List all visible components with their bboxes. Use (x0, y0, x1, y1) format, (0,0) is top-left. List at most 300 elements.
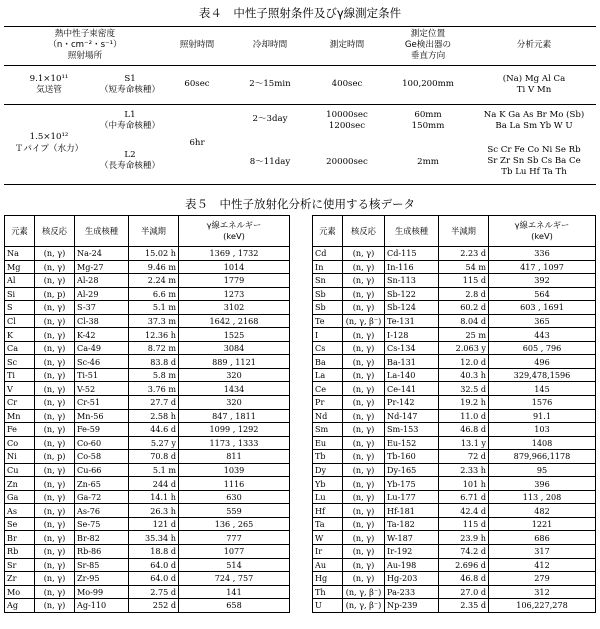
cell-element: Ag (5, 599, 35, 613)
cell-element: Cl (5, 314, 35, 328)
header-half-life: 半減期 (129, 216, 179, 247)
table-row (5, 450, 290, 464)
table-row (5, 477, 290, 491)
cell-gamma-energy: 279 (489, 572, 596, 586)
cell-element: Se (5, 517, 35, 531)
cell-reaction: (n, γ) (343, 396, 385, 410)
cell-half-life: 3.76 m (129, 382, 179, 396)
cell-half-life: 5.8 m (129, 368, 179, 382)
cell-element: Hg (313, 572, 343, 586)
cell-element: La (313, 368, 343, 382)
cell-element: As (5, 504, 35, 518)
header-gamma-unit: (keV) (531, 231, 553, 241)
row3-nuclide-desc: （長寿命核種） (99, 161, 161, 171)
row3-elements-line2: Sr Zr Sn Sb Cs Ba Ce (487, 156, 581, 166)
table-row (313, 287, 596, 301)
cell-half-life: 32.5 d (439, 382, 489, 396)
cell-product: Pr-142 (385, 396, 439, 410)
header-flux-line1: 熱中性子束密度 (54, 29, 116, 39)
cell-half-life: 115 d (439, 274, 489, 288)
table-row (5, 531, 290, 545)
cell-gamma-energy: 1525 (179, 328, 290, 342)
cell-reaction: (n, p) (35, 287, 75, 301)
cell-reaction: (n, γ) (35, 328, 75, 342)
table5-right (312, 215, 596, 613)
row2-nuclide-desc: （中寿命核種） (99, 121, 161, 131)
cell-element: Mo (5, 585, 35, 599)
row1-measure: 400sec (331, 79, 363, 89)
cell-product: Eu-152 (385, 436, 439, 450)
table-row (5, 585, 290, 599)
cell-reaction: (n, γ) (35, 396, 75, 410)
cell-gamma-energy: 365 (489, 314, 596, 328)
cell-gamma-energy: 412 (489, 558, 596, 572)
cell-element: Eu (313, 436, 343, 450)
row3-measure: 20000sec (326, 157, 368, 167)
cell-element: Co (5, 436, 35, 450)
header-product: 生成核種 (75, 216, 129, 247)
row3-nuclide-class: L2 (124, 150, 136, 160)
cell-product: Tb-160 (385, 450, 439, 464)
cell-element: Br (5, 531, 35, 545)
cell-reaction: (n, γ) (343, 341, 385, 355)
table-row (313, 450, 596, 464)
cell-reaction: (n, γ) (35, 341, 75, 355)
cell-reaction: (n, γ) (343, 368, 385, 382)
cell-reaction: (n, γ) (343, 287, 385, 301)
header-position-line1: 測定位置 (410, 29, 446, 39)
cell-product: Cu-66 (75, 463, 129, 477)
table-row (5, 382, 290, 396)
table-row (313, 409, 596, 423)
header-measurement-time: 測定時間 (329, 40, 365, 50)
cell-gamma-energy: 724 , 757 (179, 572, 290, 586)
cell-product: I-128 (385, 328, 439, 342)
table4-bottom-rule (4, 184, 596, 185)
cell-element: Hf (313, 504, 343, 518)
cell-reaction: (n, γ) (343, 409, 385, 423)
cell-product: Nd-147 (385, 409, 439, 423)
cell-half-life: 37.3 m (129, 314, 179, 328)
cell-reaction: (n, γ) (35, 423, 75, 437)
table-row (313, 436, 596, 450)
table-row (313, 531, 596, 545)
row2-elements-line1: Na K Ga As Br Mo (Sb) (483, 110, 585, 120)
table-row (313, 504, 596, 518)
cell-half-life: 252 d (129, 599, 179, 613)
row2-measure-line2: 1200sec (328, 121, 366, 131)
cell-half-life: 2.35 d (439, 599, 489, 613)
table5-right-header (313, 216, 596, 247)
cell-element: Pr (313, 396, 343, 410)
cell-reaction: (n, γ) (35, 504, 75, 518)
cell-element: Si (5, 287, 35, 301)
cell-element: Mn (5, 409, 35, 423)
cell-element: Ba (313, 355, 343, 369)
cell-half-life: 64.0 d (129, 558, 179, 572)
table-row (5, 504, 290, 518)
cell-reaction: (n, γ) (35, 368, 75, 382)
cell-gamma-energy: 496 (489, 355, 596, 369)
cell-reaction: (n, p) (35, 450, 75, 464)
cell-element: V (5, 382, 35, 396)
row3-elements-line3: Tb Lu Hf Ta Th (501, 167, 567, 177)
table4-row-rule (4, 104, 596, 105)
cell-product: Co-58 (75, 450, 129, 464)
table-row (313, 341, 596, 355)
cell-half-life: 2.063 y (439, 341, 489, 355)
cell-element: Na (5, 247, 35, 261)
table-row (313, 368, 596, 382)
cell-element: S (5, 301, 35, 315)
row3-position: 2mm (417, 157, 439, 167)
row1-place: 気送管 (36, 85, 62, 95)
cell-element: K (5, 328, 35, 342)
cell-reaction: (n, γ) (343, 517, 385, 531)
cell-half-life: 2.24 m (129, 274, 179, 288)
table-row (313, 328, 596, 342)
cell-half-life: 40.3 h (439, 368, 489, 382)
cell-reaction: (n, γ) (343, 490, 385, 504)
cell-product: V-52 (75, 382, 129, 396)
cell-gamma-energy: 605 , 796 (489, 341, 596, 355)
row2-position-line2: 150mm (411, 121, 445, 131)
row2-irradiation: 6hr (189, 138, 205, 148)
cell-half-life: 74.2 d (439, 545, 489, 559)
cell-gamma-energy: 847 , 1811 (179, 409, 290, 423)
cell-product: Cs-134 (385, 341, 439, 355)
cell-gamma-energy: 113 , 208 (489, 490, 596, 504)
cell-reaction: (n, γ) (343, 463, 385, 477)
cell-gamma-energy: 103 (489, 423, 596, 437)
cell-element: Rb (5, 545, 35, 559)
table-row (5, 463, 290, 477)
row1-cooling: 2～15min (249, 79, 291, 89)
cell-element: Ta (313, 517, 343, 531)
cell-half-life: 72 d (439, 450, 489, 464)
cell-gamma-energy: 482 (489, 504, 596, 518)
cell-half-life: 13.1 y (439, 436, 489, 450)
cell-element: Al (5, 274, 35, 288)
header-gamma-energy (489, 216, 596, 247)
cell-gamma-energy: 686 (489, 531, 596, 545)
cell-half-life: 2.696 d (439, 558, 489, 572)
cell-gamma-energy: 879,966,1178 (489, 450, 596, 464)
cell-gamma-energy: 603 , 1691 (489, 301, 596, 315)
cell-element: Ca (5, 341, 35, 355)
cell-product: Co-60 (75, 436, 129, 450)
table-row (5, 301, 290, 315)
header-element: 元素 (5, 216, 35, 247)
table-row (313, 572, 596, 586)
table-row (5, 260, 290, 274)
cell-gamma-energy: 91.1 (489, 409, 596, 423)
table-row (5, 274, 290, 288)
header-gamma-line1: γ線エネルギー (514, 220, 570, 230)
table-row (313, 490, 596, 504)
cell-reaction: (n, γ) (343, 247, 385, 261)
table-row (313, 314, 596, 328)
cell-product: Ir-192 (385, 545, 439, 559)
row2-elements-line2: Ba La Sm Yb W U (495, 121, 573, 131)
cell-product: Sm-153 (385, 423, 439, 437)
cell-product: K-42 (75, 328, 129, 342)
cell-half-life: 26.3 h (129, 504, 179, 518)
table-row (5, 599, 290, 613)
cell-half-life: 46.8 d (439, 423, 489, 437)
cell-gamma-energy: 336 (489, 247, 596, 261)
cell-element: Yb (313, 477, 343, 491)
cell-product: Sn-113 (385, 274, 439, 288)
header-gamma-unit: (keV) (223, 231, 245, 241)
table-row (313, 382, 596, 396)
cell-reaction: (n, γ) (343, 450, 385, 464)
cell-gamma-energy: 514 (179, 558, 290, 572)
cell-half-life: 2.75 d (129, 585, 179, 599)
cell-half-life: 9.46 m (129, 260, 179, 274)
table-row (313, 355, 596, 369)
cell-product: Np-239 (385, 599, 439, 613)
cell-gamma-energy: 630 (179, 490, 290, 504)
cell-gamma-energy: 1099 , 1292 (179, 423, 290, 437)
cell-gamma-energy: 417 , 1097 (489, 260, 596, 274)
cell-half-life: 121 d (129, 517, 179, 531)
cell-product: Dy-165 (385, 463, 439, 477)
cell-product: Zr-95 (75, 572, 129, 586)
cell-half-life: 5.1 m (129, 301, 179, 315)
header-reaction: 核反応 (343, 216, 385, 247)
cell-reaction: (n, γ, β⁻) (343, 599, 385, 613)
cell-gamma-energy: 1221 (489, 517, 596, 531)
cell-reaction: (n, γ) (35, 558, 75, 572)
cell-half-life: 8.04 d (439, 314, 489, 328)
cell-reaction: (n, γ) (343, 328, 385, 342)
cell-gamma-energy: 1434 (179, 382, 290, 396)
row1-nuclide-class: S1 (124, 74, 136, 84)
cell-element: Nd (313, 409, 343, 423)
cell-product: Lu-177 (385, 490, 439, 504)
cell-reaction: (n, γ) (35, 247, 75, 261)
table-row (313, 423, 596, 437)
cell-gamma-energy: 1039 (179, 463, 290, 477)
cell-gamma-energy: 1116 (179, 477, 290, 491)
cell-element: Ni (5, 450, 35, 464)
cell-reaction: (n, γ) (35, 301, 75, 315)
cell-element: Lu (313, 490, 343, 504)
cell-reaction: (n, γ) (343, 477, 385, 491)
cell-gamma-energy: 396 (489, 477, 596, 491)
row1-elements-line2: Ti V Mn (516, 85, 552, 95)
header-cooling-time: 冷却時間 (252, 40, 288, 50)
cell-reaction: (n, γ) (35, 490, 75, 504)
cell-element: Sn (313, 274, 343, 288)
cell-element: Ir (313, 545, 343, 559)
cell-product: Au-198 (385, 558, 439, 572)
cell-element: Cu (5, 463, 35, 477)
row2-cooling: 2～3day (252, 114, 288, 124)
cell-gamma-energy: 106,227,278 (489, 599, 596, 613)
table-row (313, 463, 596, 477)
cell-reaction: (n, γ) (343, 382, 385, 396)
cell-half-life: 19.2 h (439, 396, 489, 410)
cell-gamma-energy: 1173 , 1333 (179, 436, 290, 450)
table-row (313, 558, 596, 572)
table-row (5, 436, 290, 450)
cell-product: Pa-233 (385, 585, 439, 599)
cell-half-life: 2.58 h (129, 409, 179, 423)
table-row (313, 517, 596, 531)
cell-element: Tb (313, 450, 343, 464)
cell-half-life: 12.36 h (129, 328, 179, 342)
cell-product: Hg-203 (385, 572, 439, 586)
cell-gamma-energy: 811 (179, 450, 290, 464)
cell-gamma-energy: 136 , 265 (179, 517, 290, 531)
cell-element: Ti (5, 368, 35, 382)
cell-gamma-energy: 95 (489, 463, 596, 477)
cell-product: La-140 (385, 368, 439, 382)
header-position-line3: 垂直方向 (410, 51, 446, 61)
cell-reaction: (n, γ) (35, 409, 75, 423)
cell-element: Fe (5, 423, 35, 437)
row3-cooling: 8～11day (249, 157, 291, 167)
row1-flux: 9.1×10¹¹ (29, 74, 69, 84)
cell-product: Al-29 (75, 287, 129, 301)
cell-element: Cs (313, 341, 343, 355)
cell-product: Fe-59 (75, 423, 129, 437)
cell-reaction: (n, γ) (35, 314, 75, 328)
cell-reaction: (n, γ) (343, 301, 385, 315)
cell-product: W-187 (385, 531, 439, 545)
cell-gamma-energy: 777 (179, 531, 290, 545)
cell-product: In-116 (385, 260, 439, 274)
cell-element: Te (313, 314, 343, 328)
header-element: 元素 (313, 216, 343, 247)
cell-element: Sb (313, 287, 343, 301)
row1-elements-line1: (Na) Mg Al Ca (502, 74, 566, 84)
cell-half-life: 23.9 h (439, 531, 489, 545)
cell-reaction: (n, γ) (343, 355, 385, 369)
cell-half-life: 244 d (129, 477, 179, 491)
cell-half-life: 14.1 h (129, 490, 179, 504)
row2-position-line1: 60mm (414, 110, 442, 120)
cell-element: Sm (313, 423, 343, 437)
cell-reaction: (n, γ) (35, 382, 75, 396)
table-row (5, 287, 290, 301)
cell-half-life: 5.1 m (129, 463, 179, 477)
table-row (313, 396, 596, 410)
table-row (5, 247, 290, 261)
cell-element: U (313, 599, 343, 613)
cell-half-life: 27.0 d (439, 585, 489, 599)
cell-gamma-energy: 1014 (179, 260, 290, 274)
cell-half-life: 46.8 d (439, 572, 489, 586)
cell-product: Mg-27 (75, 260, 129, 274)
table-row (313, 585, 596, 599)
table-row (5, 368, 290, 382)
cell-reaction: (n, γ) (343, 531, 385, 545)
cell-gamma-energy: 1779 (179, 274, 290, 288)
cell-half-life: 44.6 d (129, 423, 179, 437)
cell-reaction: (n, γ) (35, 545, 75, 559)
table5-right-body (313, 247, 596, 613)
cell-product: Ag-110 (75, 599, 129, 613)
cell-element: Dy (313, 463, 343, 477)
cell-product: Ca-49 (75, 341, 129, 355)
cell-half-life: 115 d (439, 517, 489, 531)
table4-header-rule (4, 65, 596, 66)
cell-reaction: (n, γ) (35, 463, 75, 477)
row3-elements-line1: Sc Cr Fe Co Ni Se Rb (487, 145, 581, 155)
table5-left-header (5, 216, 290, 247)
table-row (5, 409, 290, 423)
cell-reaction: (n, γ) (35, 585, 75, 599)
cell-product: Sb-124 (385, 301, 439, 315)
cell-product: Al-28 (75, 274, 129, 288)
cell-reaction: (n, γ) (343, 274, 385, 288)
header-irradiation-time: 照射時間 (179, 40, 215, 50)
cell-half-life: 6.71 d (439, 490, 489, 504)
cell-element: Au (313, 558, 343, 572)
table-row (313, 247, 596, 261)
cell-element: W (313, 531, 343, 545)
cell-product: Zn-65 (75, 477, 129, 491)
cell-product: Cd-115 (385, 247, 439, 261)
cell-reaction: (n, γ) (343, 260, 385, 274)
cell-half-life: 12.0 d (439, 355, 489, 369)
cell-element: Mg (5, 260, 35, 274)
cell-product: Br-82 (75, 531, 129, 545)
cell-half-life: 15.02 h (129, 247, 179, 261)
cell-gamma-energy: 1077 (179, 545, 290, 559)
cell-product: Te-131 (385, 314, 439, 328)
table-row (5, 423, 290, 437)
row2-place: Ｔパイプ（水力） (14, 144, 84, 154)
table-row (313, 477, 596, 491)
cell-half-life: 6.6 m (129, 287, 179, 301)
cell-gamma-energy: 1369 , 1732 (179, 247, 290, 261)
cell-reaction: (n, γ, β⁻) (343, 585, 385, 599)
header-product: 生成核種 (385, 216, 439, 247)
cell-element: Th (313, 585, 343, 599)
cell-gamma-energy: 1408 (489, 436, 596, 450)
cell-half-life: 54 m (439, 260, 489, 274)
cell-product: Mo-99 (75, 585, 129, 599)
table4-top-rule (4, 26, 596, 27)
header-elements: 分析元素 (516, 40, 552, 50)
cell-reaction: (n, γ) (343, 572, 385, 586)
table-row (5, 558, 290, 572)
cell-reaction: (n, γ) (35, 274, 75, 288)
cell-reaction: (n, γ) (35, 436, 75, 450)
table-row (313, 274, 596, 288)
cell-half-life: 101 h (439, 477, 489, 491)
cell-product: Cr-51 (75, 396, 129, 410)
row2-flux: 1.5×10¹² (29, 132, 69, 142)
header-gamma-line1: γ線エネルギー (206, 220, 262, 230)
cell-half-life: 27.7 d (129, 396, 179, 410)
cell-gamma-energy: 3102 (179, 301, 290, 315)
row1-irradiation: 60sec (184, 79, 210, 89)
cell-reaction: (n, γ, β⁻) (343, 314, 385, 328)
cell-half-life: 60.2 d (439, 301, 489, 315)
cell-element: Cr (5, 396, 35, 410)
cell-half-life: 2.23 d (439, 247, 489, 261)
header-reaction: 核反応 (35, 216, 75, 247)
cell-gamma-energy: 3084 (179, 341, 290, 355)
table5-title: 表５ 中性子放射化分析に使用する核データ (185, 197, 415, 211)
cell-reaction: (n, γ) (35, 260, 75, 274)
row2-measure-line1: 10000sec (326, 110, 368, 120)
